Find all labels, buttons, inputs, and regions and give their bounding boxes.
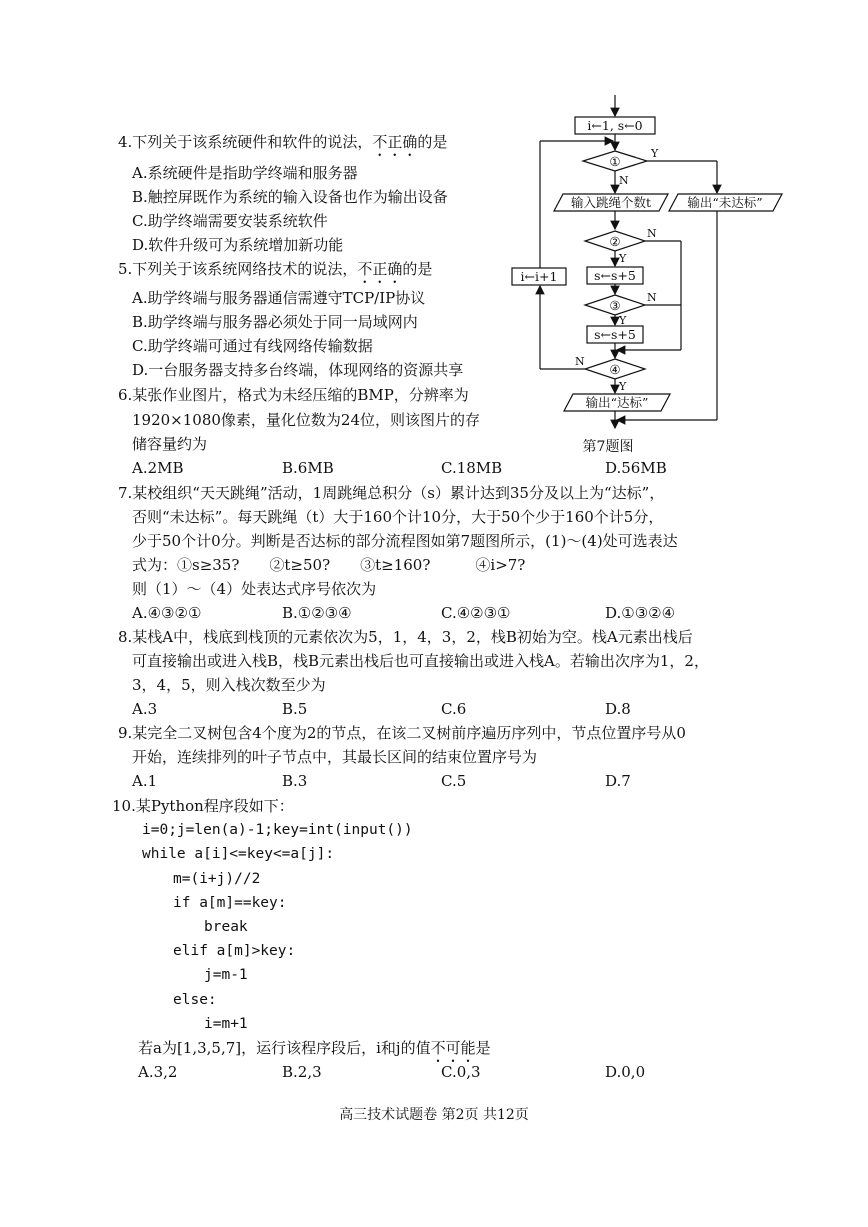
- q8-line-2: 可直接输出或进入栈B，栈B元素出栈后也可直接输出或进入栈A。若输出次序为1，2，: [132, 652, 709, 670]
- q7-option-a: A.④③②①: [132, 604, 202, 622]
- flow-d2-yes: Y: [619, 252, 627, 265]
- q7-line-4: 式为：①s≥35? ②t≥50? ③t≥160? ④i>7?: [132, 556, 526, 574]
- q7-line-1: 7.某校组织“天天跳绳”活动，1周跳绳总积分（s）累计达到35分及以上为“达标”，: [118, 484, 665, 502]
- flow-init-box: i←1, s←0: [587, 118, 643, 133]
- q8-option-b: B.5: [282, 700, 308, 718]
- q5-option-b: B.助学终端与服务器必须处于同一局域网内: [132, 313, 418, 331]
- flow-d4-no: N: [575, 355, 585, 368]
- q10-option-d: D.0,0: [605, 1063, 646, 1081]
- q6-option-b: B.6MB: [282, 459, 334, 477]
- q7-option-b: B.①②③④: [282, 604, 352, 622]
- q8-option-c: C.6: [441, 700, 467, 718]
- q4-stem: 4.下列关于该系统硬件和软件的说法，不正确的是: [118, 133, 448, 151]
- q6-option-d: D.56MB: [605, 459, 667, 477]
- q5-option-c: C.助学终端可通过有线网络传输数据: [132, 337, 373, 355]
- q8-option-a: A.3: [132, 700, 158, 718]
- q6-line-2: 1920×1080像素，量化位数为24位，则该图片的存: [132, 411, 481, 429]
- flow-d2-no: N: [647, 227, 657, 240]
- q6-option-a: A.2MB: [132, 459, 184, 477]
- q9-option-d: D.7: [605, 772, 631, 790]
- q10-option-a: A.3,2: [138, 1063, 178, 1081]
- q7-option-d: D.①③②④: [605, 604, 676, 622]
- q7-option-c: C.④②③①: [441, 604, 511, 622]
- q8-line-3: 3，4，5，则入栈次数至少为: [132, 676, 326, 694]
- q5-stem: 5.下列关于该系统网络技术的说法，不正确的是: [118, 260, 433, 278]
- q9-option-b: B.3: [282, 772, 308, 790]
- flow-d4-yes: Y: [619, 380, 627, 393]
- flow-d1-no: N: [619, 174, 629, 187]
- q4-option-a: A.系统硬件是指助学终端和服务器: [132, 164, 358, 182]
- flow-d3-yes: Y: [619, 314, 627, 327]
- q6-line-3: 储容量约为: [132, 435, 208, 453]
- code-line-9: i=m+1: [204, 1016, 248, 1032]
- flow-d3-no: N: [647, 291, 657, 304]
- flow-output-fail: 输出“未达标”: [687, 195, 763, 210]
- code-line-6: elif a[m]>key:: [173, 943, 296, 959]
- flow-decision-2: ②: [609, 234, 621, 249]
- code-line-5: break: [204, 919, 248, 935]
- q6-line-1: 6.某张作业图片，格式为未经压缩的BMP，分辨率为: [118, 386, 469, 404]
- q10-option-c: C.0,3: [441, 1063, 481, 1081]
- q4-option-d: D.软件升级可为系统增加新功能: [132, 236, 344, 254]
- q8-line-1: 8.某栈A中，栈底到栈顶的元素依次为5，1，4，3，2，栈B初始为空。栈A元素出栈后: [118, 628, 693, 646]
- flow-input-box: 输入跳绳个数t: [570, 195, 652, 210]
- flow-s-plus-5-a: s←s+5: [594, 268, 636, 283]
- flow-s-plus-5-b: s←s+5: [594, 327, 636, 342]
- flow-decision-1: ①: [609, 154, 621, 169]
- code-line-2: while a[i]<=key<=a[j]:: [142, 846, 335, 862]
- code-line-3: m=(i+j)//2: [173, 871, 261, 887]
- q6-option-c: C.18MB: [441, 459, 503, 477]
- flow-d1-yes: Y: [651, 147, 659, 160]
- q5-emphasis: 不正确: [357, 260, 403, 278]
- q8-option-d: D.8: [605, 700, 631, 718]
- q10-question: 若a为[1,3,5,7]，运行该程序段后，i和j的值不可能是: [138, 1039, 491, 1057]
- q9-option-a: A.1: [132, 772, 158, 790]
- q10-option-b: B.2,3: [282, 1063, 322, 1081]
- q9-option-c: C.5: [441, 772, 467, 790]
- q9-line-1: 9.某完全二叉树包含4个度为2的节点，在该二叉树前序遍历序列中，节点位置序号从0: [118, 724, 686, 742]
- flowchart-caption: 第7题图: [582, 439, 634, 455]
- q4-option-c: C.助学终端需要安装系统软件: [132, 212, 328, 230]
- page-footer: 高三技术试题卷 第2页 共12页: [339, 1107, 529, 1123]
- q7-line-5: 则（1）～（4）处表达式序号依次为: [132, 580, 377, 598]
- q9-line-2: 开始，连续排列的叶子节点中，其最长区间的结束位置序号为: [132, 748, 538, 766]
- q7-line-2: 否则“未达标”。每天跳绳（t）大于160个计10分，大于50个少于160个计5分，: [132, 508, 664, 526]
- code-line-1: i=0;j=len(a)-1;key=int(input()): [142, 822, 413, 838]
- code-line-4: if a[m]==key:: [173, 895, 287, 911]
- flow-decision-4: ④: [609, 362, 621, 377]
- q4-option-b: B.触控屏既作为系统的输入设备也作为输出设备: [132, 188, 448, 206]
- q7-line-3: 少于50个计0分。判断是否达标的部分流程图如第7题图所示，(1)～(4)处可选表达: [132, 532, 678, 550]
- q5-option-d: D.一台服务器支持多台终端，体现网络的资源共享: [132, 361, 464, 379]
- flow-decision-3: ③: [609, 298, 621, 313]
- flowchart-figure: [505, 95, 790, 460]
- q10-emphasis: 不可能: [430, 1039, 476, 1057]
- q10-stem: 10.某Python程序段如下：: [112, 797, 294, 815]
- flow-output-pass: 输出“达标”: [585, 395, 649, 410]
- q5-option-a: A.助学终端与服务器通信需遵守TCP/IP协议: [132, 289, 426, 307]
- code-line-8: else:: [173, 992, 217, 1008]
- code-line-7: j=m-1: [204, 967, 248, 983]
- q4-emphasis: 不正确: [372, 133, 418, 151]
- flow-increment-box: i←i+1: [520, 269, 558, 284]
